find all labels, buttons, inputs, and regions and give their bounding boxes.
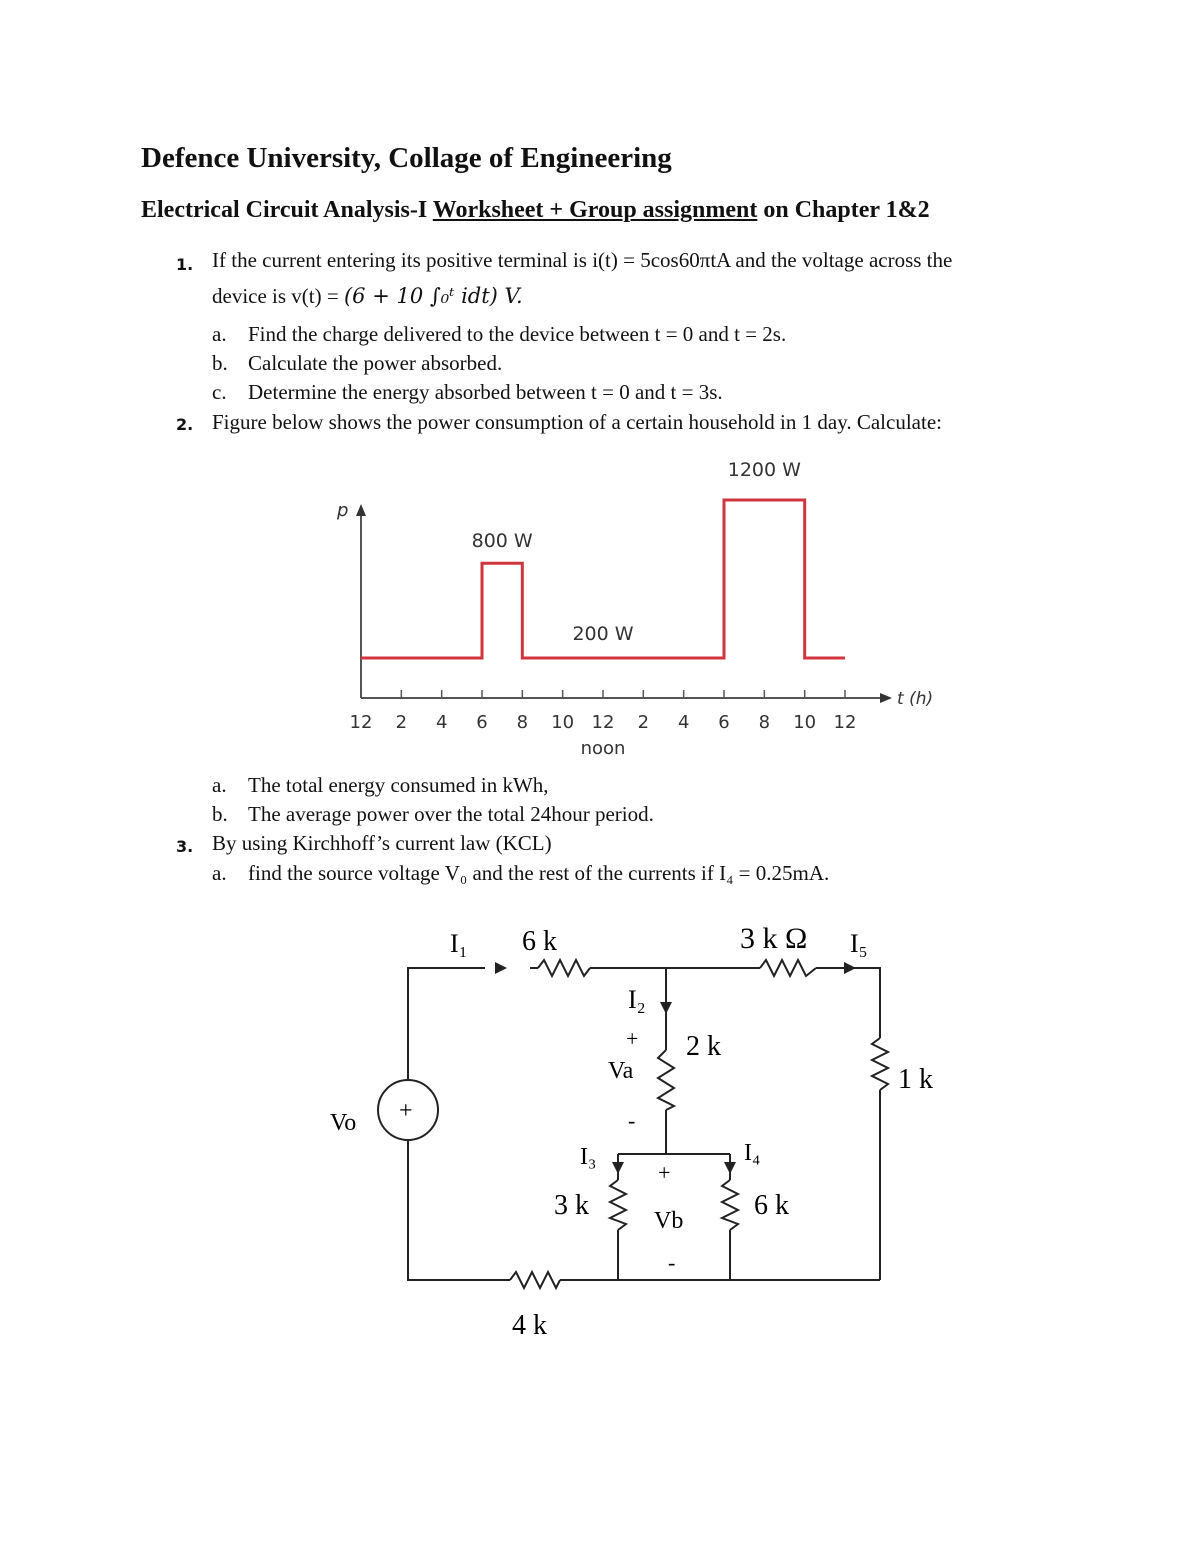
x-axis-arrow-icon [880,693,892,703]
label-6k: 6 k [754,1190,789,1221]
subtitle-post: on Chapter 1&2 [757,197,930,223]
label-3k-top: 3 k Ω [740,922,808,955]
label-i2: I₂ [628,985,646,1014]
label-vo: Vo [330,1110,357,1136]
resistor-4k [510,1272,560,1288]
label-i3: I₃ [580,1144,597,1170]
label-i5: I₅ [850,929,868,958]
x-tick-label: 10 [793,712,817,733]
arrow-i2-icon [660,1002,672,1014]
question-2b-label: b. [212,802,228,826]
arrow-i5-icon [844,962,856,974]
label-3k: 3 k [554,1190,589,1221]
arrow-i4-icon [724,1162,736,1174]
question-2b-text: The average power over the total 24hour period. [248,802,654,826]
arrow-i3-icon [612,1162,624,1174]
question-1c-label: c. [212,380,227,404]
power-annotation: 1200 W [727,459,801,481]
x-tick-note: noon [580,738,626,759]
x-tick-label: 6 [476,712,488,733]
x-tick-label: 6 [718,712,730,733]
power-annotation: 200 W [572,623,634,645]
question-3-number: 3. [176,837,194,856]
x-tick-label: 2 [395,712,408,733]
resistor-6k-top [538,960,590,976]
question-1c-text: Determine the energy absorbed between t = 0 and t = 3s. [248,380,723,404]
resistor-2k [658,1050,674,1110]
question-2-number: 2. [176,415,194,434]
question-1-number: 1. [176,255,194,274]
label-4k: 4 k [512,1310,547,1341]
x-tick-label: 12 [591,712,615,733]
question-2a-text: The total energy consumed in kWh, [248,773,549,797]
x-tick-label: 8 [758,712,771,733]
label-source-plus: + [399,1098,413,1124]
question-1b-label: b. [212,351,228,375]
resistor-1k [872,1038,888,1090]
chart-plot [336,459,933,759]
question-3a-text: find the source voltage V₀ and the rest of the currents if I₄ = 0.25mA. [248,861,830,885]
question-3-line1: By using Kirchhoff’s current law (KCL) [212,831,552,855]
voltage-expression: (6 + 10 ∫₀ᵗ idt) V. [343,284,523,308]
question-3a-label: a. [212,861,227,885]
document-title: Defence University, Collage of Engineering [141,142,672,174]
label-va-minus: - [628,1108,636,1133]
label-i1: I₁ [450,929,468,958]
resistor-6k [722,1180,738,1230]
x-tick-label: 4 [677,712,690,733]
question-2-line1: Figure below shows the power consumption of a certain household in 1 day. Calculate: [212,410,942,434]
y-axis-arrow-icon [356,504,366,516]
x-axis-label: t (h) [897,689,934,709]
label-6k-top: 6 k [522,926,557,957]
y-axis-label: p [337,500,349,521]
label-vb-plus: + [658,1160,671,1185]
x-tick-label: 8 [516,712,529,733]
question-1a-text: Find the charge delivered to the device between t = 0 and t = 2s. [248,322,787,346]
label-vb: Vb [654,1208,684,1234]
question-1b-text: Calculate the power absorbed. [248,351,503,375]
label-vb-minus: - [668,1250,676,1275]
power-annotation: 800 W [471,530,533,553]
subtitle-underlined: Worksheet + Group assignment [432,197,758,223]
label-va: Va [608,1058,634,1084]
x-tick-label: 4 [435,712,448,733]
x-tick-label: 12 [833,712,857,733]
wire-left-top [408,968,485,1060]
power-chart [300,450,960,770]
question-1-line2-text: device is v(t) = [212,284,344,308]
label-i4: I₄ [744,1140,761,1166]
question-1a-label: a. [212,322,227,346]
wire-right-top [816,968,880,1038]
x-tick-label: 12 [349,712,373,733]
subtitle-pre: Electrical Circuit Analysis-I [141,197,433,223]
resistor-3k-top [760,960,816,976]
label-2k: 2 k [686,1031,721,1062]
question-1-line1: If the current entering its positive terminal is i(t) = 5cos60πtA and the voltage across the [212,248,953,272]
x-tick-label: 10 [551,712,575,733]
x-tick-label: 2 [637,712,650,733]
label-1k: 1 k [898,1064,933,1095]
label-va-plus: + [626,1026,639,1051]
wire-left-bottom [408,1160,510,1280]
document-subtitle [141,197,930,224]
circuit-diagram [300,910,960,1350]
question-2a-label: a. [212,773,227,797]
resistor-3k [610,1180,626,1230]
question-1-line2 [212,284,523,309]
arrow-i1-icon [495,962,507,974]
